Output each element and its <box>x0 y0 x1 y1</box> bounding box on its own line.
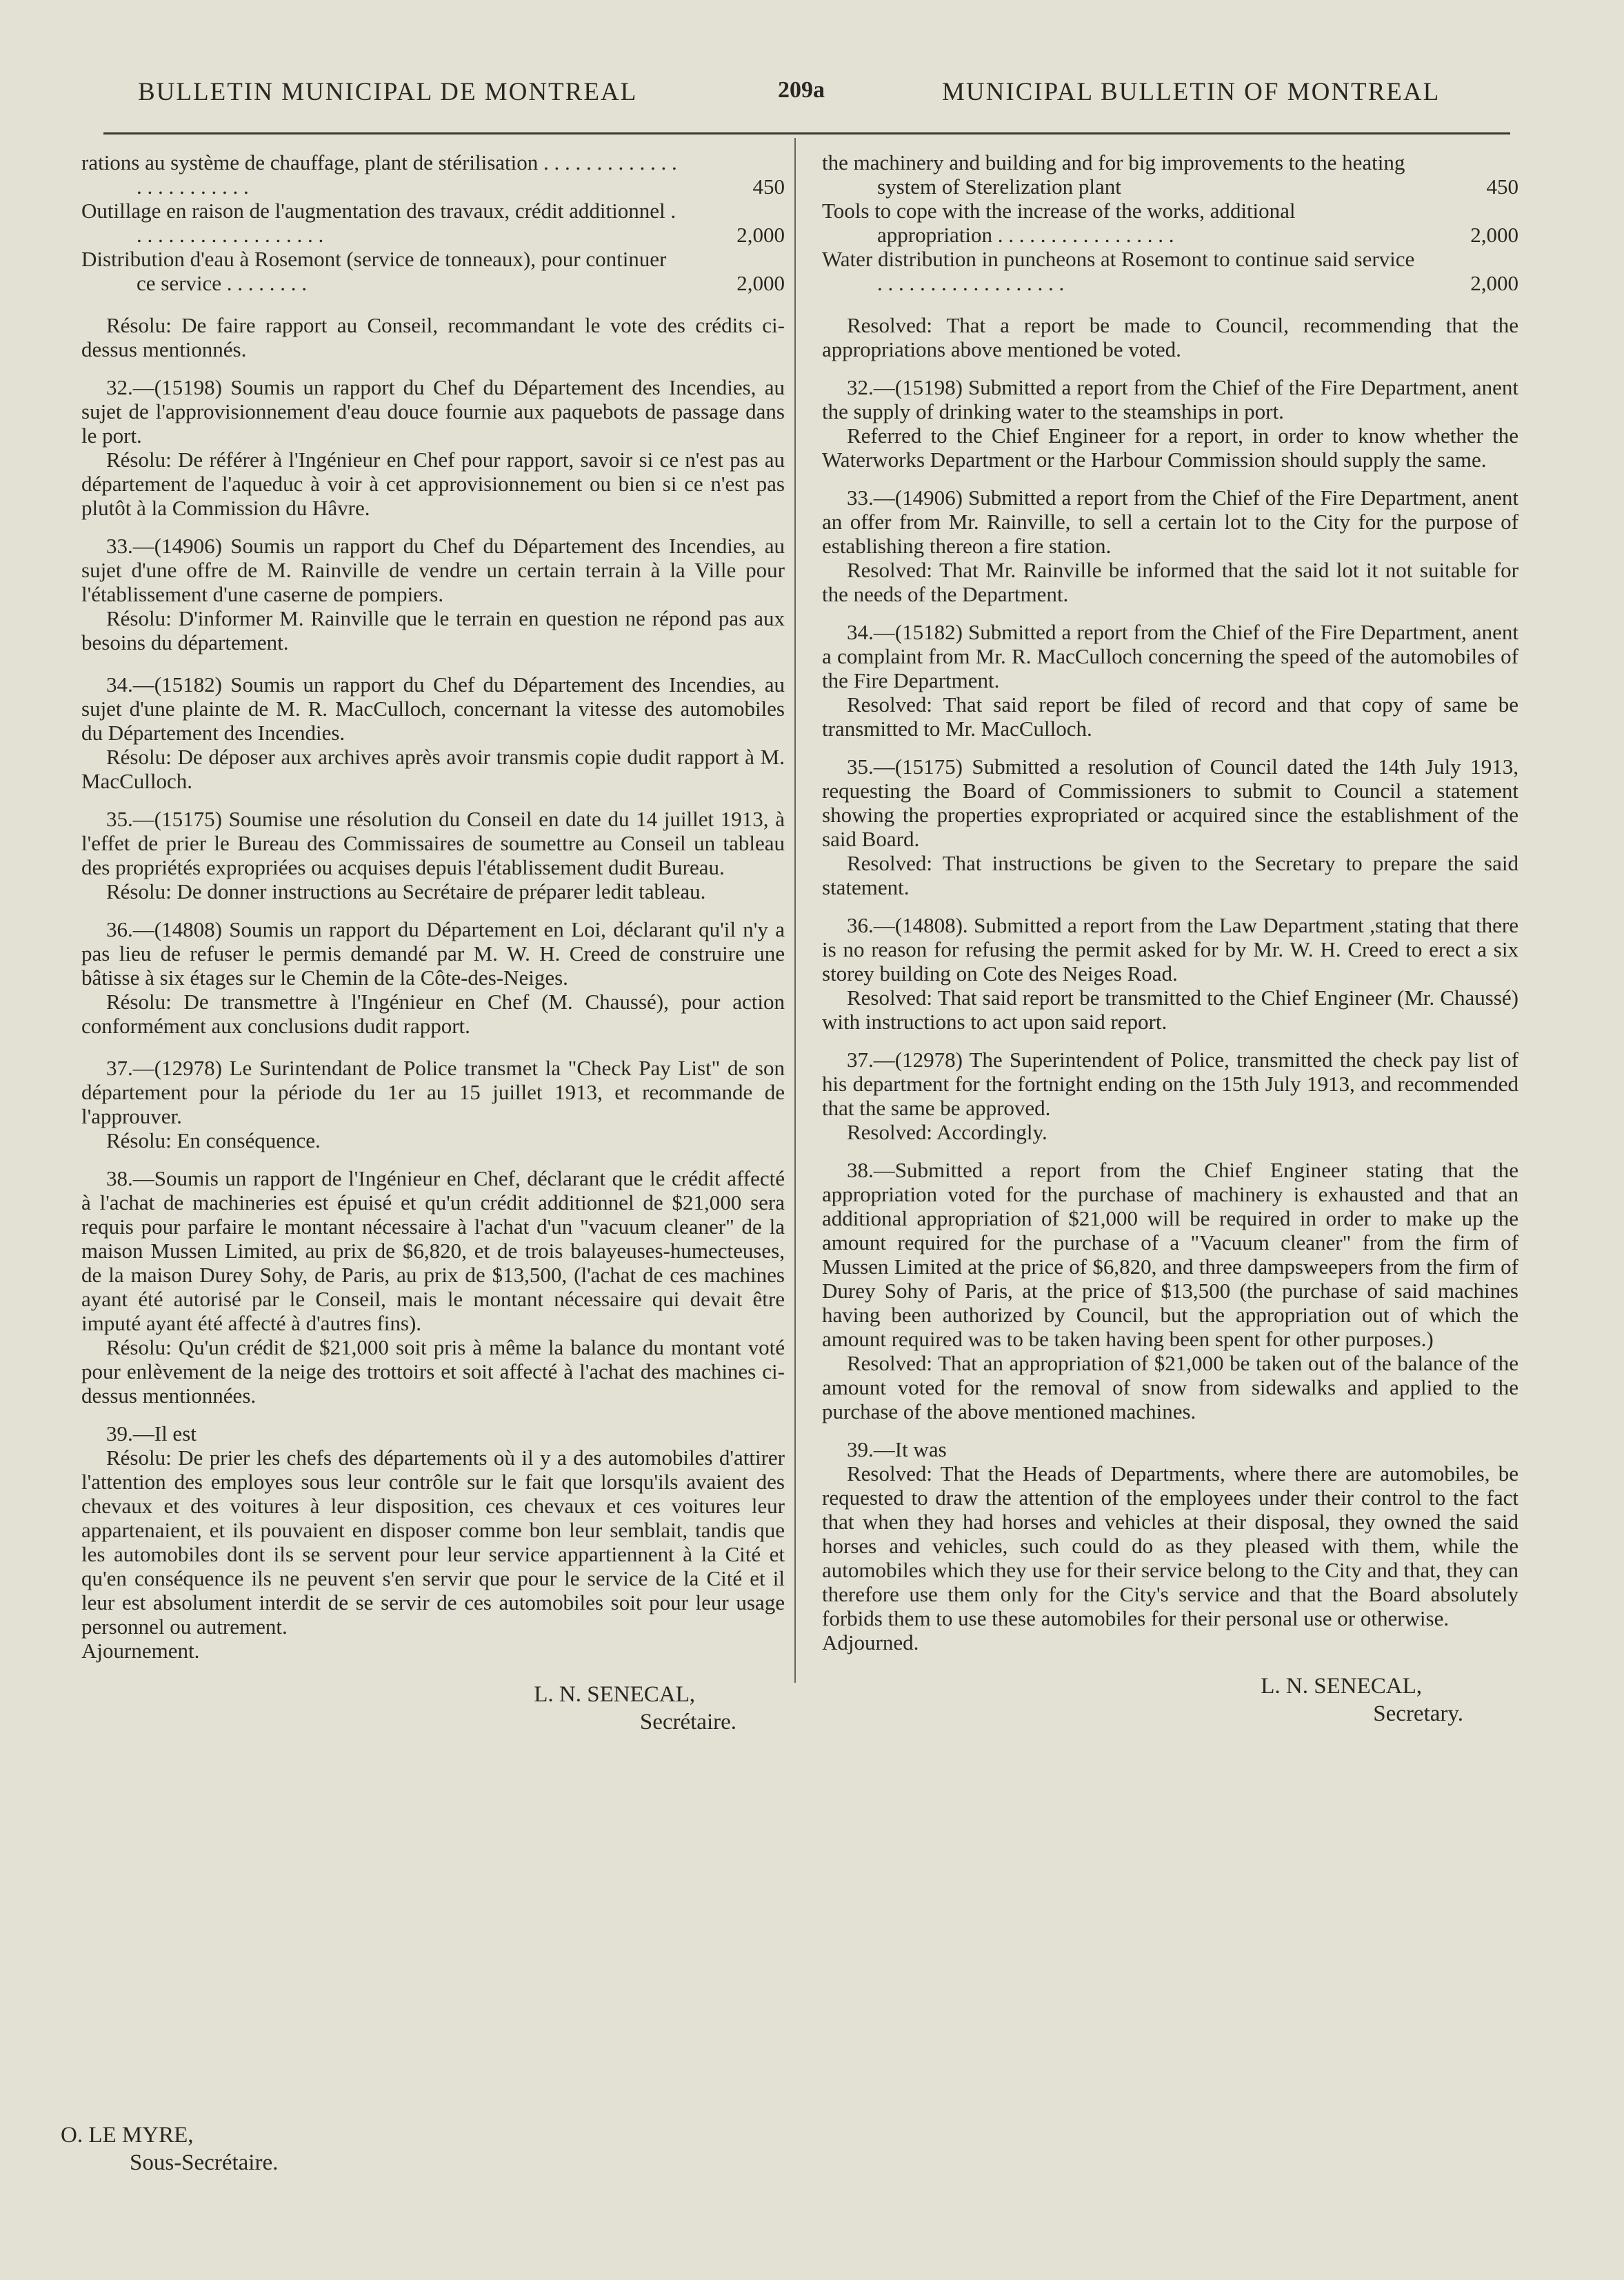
adjourned-text: Adjourned. <box>822 1630 919 1654</box>
item-33-paragraph: 33.—(14906) Submitted a report from the Chief of the Fire Department, anent an offer from Mr. Rainville, to sell a certain lot to the City for the purpose of establishing thereon a fire station. <box>822 486 1518 558</box>
appropriation-amount: 450 <box>1486 174 1518 199</box>
item-32-paragraph: 32.—(15198) Soumis un rapport du Chef du Département des Incendies, au sujet de l'approvisionnement d'eau douce fournie aux paquebots de passage dans le port. <box>81 375 785 448</box>
header-title-english: MUNICIPAL BULLETIN OF MONTREAL <box>942 78 1441 106</box>
resolution-paragraph: Résolu: En conséquence. <box>106 1128 321 1152</box>
resolution-paragraph: Résolu: De donner instructions au Secrétaire de préparer ledit tableau. <box>106 879 706 903</box>
item-36-paragraph: 36.—(14808). Submitted a report from the Law Department ,stating that there is no reason for refusing the permit asked for by Mr. W. H. Creed to erect a six storey building on Cote des Neiges Road. <box>822 913 1518 986</box>
appropriation-amount: 2,000 <box>1470 223 1518 247</box>
french-column <box>81 150 785 1736</box>
resolution-paragraph: Resolved: That an appropriation of $21,000 be taken out of the balance of the amount voted for the removal of snow from sidewalks and applied to the purchase of the above mentioned machines. <box>822 1351 1518 1423</box>
resolution-paragraph: Résolu: De transmettre à l'Ingénieur en Chef (M. Chaussé), pour action conformément aux conclusions dudit rapport. <box>81 990 785 1038</box>
appropriation-text: Outillage en raison de l'augmentation des travaux, crédit additionnel . . . . . . . . . . . . . . . . . . . <box>81 199 676 247</box>
item-38-paragraph: 38.—Submitted a report from the Chief Engineer stating that the appropriation voted for the purchase of machinery is exhausted and that an additional appropriation of $21,000 will be required in order to make up the amount required for the purchase of a "Vacuum cleaner" from the firm of Mussen Limited at the price of $6,820, and three dampsweepers from the firm of Durey Sohy of Paris, at the price of $13,500 (the purchase of said machines having been authorized by Council, but the appropriation out of which the amount required was to be taken having been spent for other purposes.) <box>822 1158 1518 1351</box>
secretary-title: Secrétaire. <box>639 1710 736 1734</box>
resolution-paragraph: Resolved: That Mr. Rainville be informed that the said lot it not suitable for the needs of the Department. <box>822 558 1518 606</box>
assistant-secretary-name: O. LE MYRE, <box>61 2123 194 2148</box>
item-37-paragraph: 37.—(12978) Le Surintendant de Police transmet la "Check Pay List" de son département pour la période du 1er au 15 juillet 1913, et recommande de l'approuver. <box>81 1056 785 1128</box>
appropriation-text: the machinery and building and for big improvements to the heating system of Sterelization plant <box>822 150 1405 199</box>
resolution-paragraph: Resolved: That said report be transmitted to the Chief Engineer (Mr. Chaussé) with instructions to act upon said report. <box>822 986 1518 1034</box>
appropriation-text: Distribution d'eau à Rosemont (service de tonneaux), pour continuer ce service . . . . . . . . <box>81 247 667 295</box>
header-title-french: BULLETIN MUNICIPAL DE MONTREAL <box>138 78 638 106</box>
item-32-paragraph: 32.—(15198) Submitted a report from the Chief of the Fire Department, anent the supply of drinking water to the steamships in port. <box>822 375 1518 423</box>
appropriation-item <box>81 247 785 295</box>
page-header <box>0 77 1624 119</box>
appropriation-text: Water distribution in puncheons at Rosemont to continue said service . . . . . . . . . . . . . . . . . . <box>822 247 1415 295</box>
appropriation-item <box>81 150 785 199</box>
secretary-name: L. N. SENECAL, <box>534 1682 695 1707</box>
resolution-paragraph: Resolved: Accordingly. <box>847 1120 1047 1144</box>
appropriation-amount: 2,000 <box>736 271 785 295</box>
secretary-title: Secretary. <box>1373 1701 1463 1726</box>
secretary-signature <box>822 1672 1518 1728</box>
resolution-paragraph: Résolu: De déposer aux archives après avoir transmis copie dudit rapport à M. MacCulloch. <box>81 745 785 793</box>
appropriation-item <box>822 150 1518 199</box>
item-36-paragraph: 36.—(14808) Soumis un rapport du Département en Loi, déclarant qu'il n'y a pas lieu de refuser le permis demandé par M. W. H. Creed de construire une bâtisse à six étages sur le Chemin de la Côte-des-Neiges. <box>81 917 785 990</box>
resolution-paragraph: Resolved: That instructions be given to the Secretary to prepare the said statement. <box>822 851 1518 899</box>
item-39-paragraph: 39.—Il est <box>106 1421 197 1446</box>
resolution-paragraph: Résolu: De référer à l'Ingénieur en Chef pour rapport, savoir si ce n'est pas au département de l'aqueduc à voir à cet approvisionnement ou bien si ce n'est pas plutôt à la Commission du Hâvre. <box>81 448 785 520</box>
appropriation-item <box>81 199 785 247</box>
resolution-paragraph: Résolu: Qu'un crédit de $21,000 soit pris à même la balance du montant voté pour enlèvement de la neige des trottoirs et soit affecté à l'achat des machines ci-dessus mentionnées. <box>81 1335 785 1408</box>
appropriation-item <box>822 199 1518 247</box>
item-35-paragraph: 35.—(15175) Submitted a resolution of Council dated the 14th July 1913, requesting the Board of Commissioners to submit to Council a statement showing the properties expropriated or acquired since the establishment of the said Board. <box>822 754 1518 851</box>
appropriation-text: Tools to cope with the increase of the works, additional appropriation . . . . . . . . . . . . . . . . . <box>822 199 1296 247</box>
resolution-paragraph: Resolved: That a report be made to Council, recommending that the appropriations above mentioned be voted. <box>822 313 1518 361</box>
secretary-signature <box>81 1681 785 1736</box>
appropriation-amount: 450 <box>752 174 785 199</box>
resolution-paragraph: Résolu: D'informer M. Rainville que le terrain en question ne répond pas aux besoins du département. <box>81 606 785 654</box>
item-38-paragraph: 38.—Soumis un rapport de l'Ingénieur en Chef, déclarant que le crédit affecté à l'achat de machineries est épuisé et qu'un crédit additionnel de $21,000 sera requis pour parfaire le montant nécessaire à l'achat d'un "vacuum cleaner" de la maison Mussen Limited, au prix de $6,820, et de trois balayeuses-humecteuses, de la maison Durey Sohy, de Paris, au prix de $13,500, (l'achat de ces machines ayant été autorisé par le Conseil, mais le montant nécessaire qui devait être imputé ayant été affecté à d'autres fins). <box>81 1166 785 1335</box>
assistant-secretary-signature <box>61 2121 278 2177</box>
appropriation-text: rations au système de chauffage, plant de stérilisation . . . . . . . . . . . . . . . . . . . . . . . . <box>81 150 677 199</box>
column-divider <box>794 138 796 1683</box>
resolution-paragraph: Résolu: De faire rapport au Conseil, recommandant le vote des crédits ci-dessus mentionnés. <box>81 313 785 361</box>
resolution-paragraph: Referred to the Chief Engineer for a report, in order to know whether the Waterworks Department or the Harbour Commission should supply the same. <box>822 423 1518 472</box>
item-34-paragraph: 34.—(15182) Submitted a report from the Chief of the Fire Department, anent a complaint from Mr. R. MacCulloch concerning the speed of the automobiles of the Fire Department. <box>822 620 1518 692</box>
item-33-paragraph: 33.—(14906) Soumis un rapport du Chef du Département des Incendies, au sujet d'une offre de M. Rainville de vendre un certain terrain à la Ville pour l'établissement d'une caserne de pompiers. <box>81 534 785 606</box>
header-rule <box>103 132 1510 134</box>
appropriation-amount: 2,000 <box>736 223 785 247</box>
item-34-paragraph: 34.—(15182) Soumis un rapport du Chef du Département des Incendies, au sujet d'une plainte de M. R. MacCulloch, concernant la vitesse des automobiles du Département des Incendies. <box>81 672 785 745</box>
page-number: 209a <box>778 77 825 103</box>
appropriation-item <box>822 247 1518 295</box>
item-39-paragraph: 39.—It was <box>847 1437 947 1461</box>
resolution-paragraph: Résolu: De prier les chefs des départements où il y a des automobiles d'attirer l'attention des employes sous leur contrôle sur le fait que lorsqu'ils avaient des chevaux et des voitures à leur disposition, ces chevaux et ces voitures leur appartenaient, et ils pouvaient en disposer comme bon leur semblait, tandis que les automobiles dont ils se servent pour leur service appartiennent à la Cité et qu'en conséquence ils ne peuvent s'en servir que pour le service de la Cité et il leur est absolument interdit de se servir de ces automobiles soit pour leur usage personnel ou autrement. <box>81 1446 785 1639</box>
assistant-secretary-title: Sous-Secrétaire. <box>130 2150 279 2175</box>
resolution-paragraph: Resolved: That said report be filed of record and that copy of same be transmitted to Mr. MacCulloch. <box>822 692 1518 741</box>
adjourned-text: Ajournement. <box>81 1639 200 1663</box>
resolution-paragraph: Resolved: That the Heads of Departments, where there are automobiles, be requested to draw the attention of the employees under their control to the fact that when they had horses and vehicles at their disposal, they owned the said horses and vehicles, such could do as they pleased with them, while the automobiles which they use for their service belong to the City and that, they can therefore use them only for the City's service and that the Board absolutely forbids them to use these automobiles for their personal use or otherwise. <box>822 1461 1518 1630</box>
appropriation-amount: 2,000 <box>1470 271 1518 295</box>
secretary-name: L. N. SENECAL, <box>1261 1674 1422 1699</box>
item-35-paragraph: 35.—(15175) Soumise une résolution du Conseil en date du 14 juillet 1913, à l'effet de prier le Bureau des Commissaires de soumettre au Conseil un tableau des propriétés expropriées ou acquises depuis l'établissement dudit Bureau. <box>81 807 785 879</box>
english-column <box>822 150 1518 1728</box>
item-37-paragraph: 37.—(12978) The Superintendent of Police, transmitted the check pay list of his department for the fortnight ending on the 15th July 1913, and recommended that the same be approved. <box>822 1048 1518 1120</box>
